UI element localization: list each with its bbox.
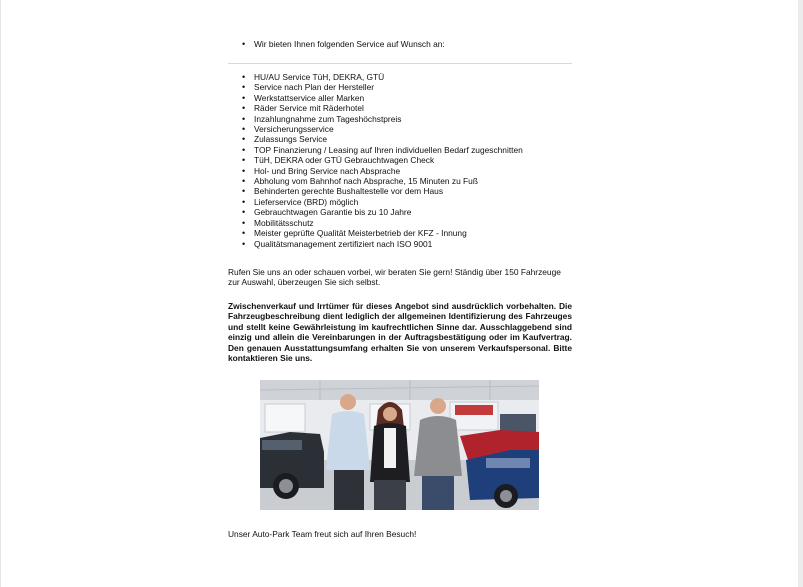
service-item: • HU/AU Service TüH, DEKRA, GTÜ [228, 72, 523, 82]
service-item: • Lieferservice (BRD) möglich [228, 197, 523, 207]
service-item: • Qualitätsmanagement zertifiziert nach ISO 9001 [228, 239, 523, 249]
service-item: • Inzahlungnahme zum Tageshöchstpreis [228, 114, 523, 124]
service-item: • Räder Service mit Räderhotel [228, 103, 523, 113]
service-item: • Meister geprüfte Qualität Meisterbetrieb der KFZ - Innung [228, 228, 523, 238]
service-item: • Mobilitätsschutz [228, 218, 523, 228]
service-item: • Versicherungsservice [228, 124, 523, 134]
service-item: • Abholung vom Bahnhof nach Absprache, 15 Minuten zu Fuß [228, 176, 523, 186]
service-item: • Zulassungs Service [228, 134, 523, 144]
service-item: • Service nach Plan der Hersteller [228, 82, 523, 92]
visit-paragraph: Rufen Sie uns an oder schauen vorbei, wir beraten Sie gern! Ständig über 150 Fahrzeuge zur Auswahl, überzeugen Sie sich selbst. [228, 267, 561, 288]
intro-item: • Wir bieten Ihnen folgenden Service auf Wunsch an: [228, 39, 445, 49]
service-item: • TüH, DEKRA oder GTÜ Gebrauchtwagen Check [228, 155, 523, 165]
disclaimer-paragraph: Zwischenverkauf und Irrtümer für dieses Angebot sind ausdrücklich vorbehalten. Die Fahrzeugbeschreibung dient lediglich der allgemeinen Identifizierung des Fahrzeuges und stellt keine Gewährleistung im kaufrechtlichen Sinne dar. Ausschlaggebend sind einzig und allein die Vereinbarungen in der Auftragsbestätigung oder im Kaufvertrag. Den genauen Ausstattungsumfang erhalten Sie von unserem Verkaufspersonal. Bitte kontaktieren Sie uns. [228, 301, 572, 364]
services-list [228, 72, 523, 249]
service-item: • Werkstattservice aller Marken [228, 93, 523, 103]
divider [228, 63, 572, 64]
team-photo [260, 380, 539, 510]
service-item: • Gebrauchtwagen Garantie bis zu 10 Jahre [228, 207, 523, 217]
service-item: • Behinderten gerechte Bushaltestelle vor dem Haus [228, 186, 523, 196]
intro-list [228, 39, 445, 49]
service-item: • Hol- und Bring Service nach Absprache [228, 166, 523, 176]
service-item: • TOP Finanzierung / Leasing auf Ihren individuellen Bedarf zugeschnitten [228, 145, 523, 155]
closing-text: Unser Auto-Park Team freut sich auf Ihren Besuch! [228, 529, 417, 539]
